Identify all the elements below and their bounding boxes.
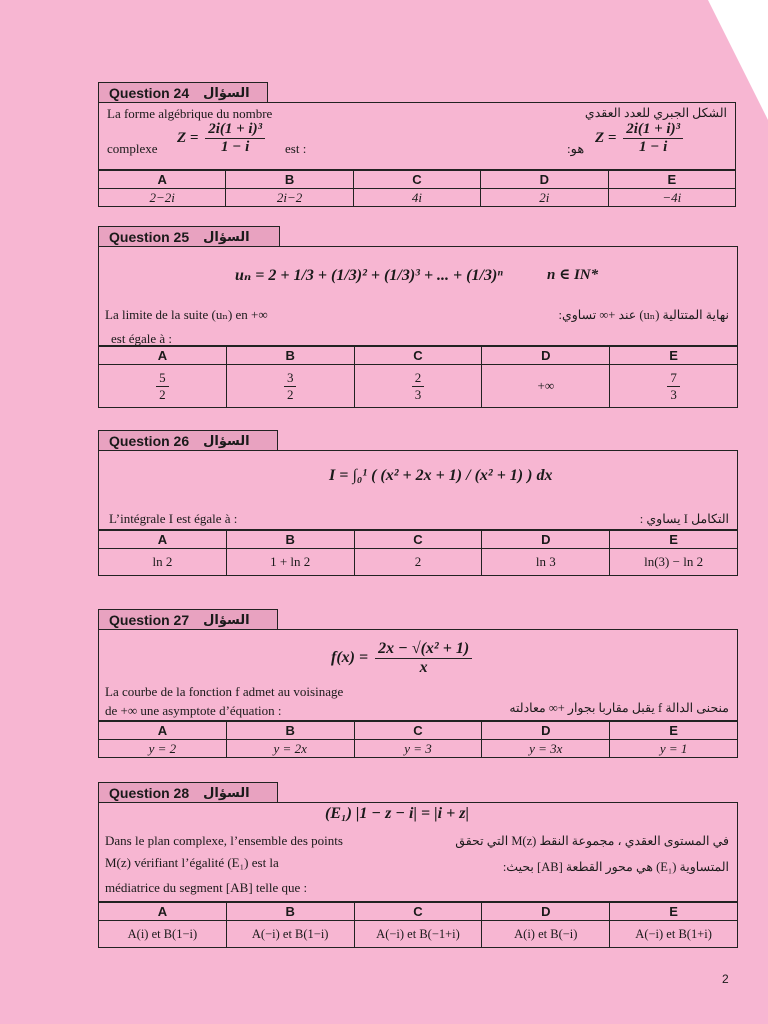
- q26-text-ar: التكامل I يساوي :: [639, 512, 729, 526]
- q25-answer-table: [98, 346, 738, 408]
- q28-header-c: C: [354, 903, 482, 921]
- q28-answer-b[interactable]: A(−i) et B(1−i): [226, 921, 354, 948]
- q25-text-fr-1: La limite de la suite (uₙ) en +∞: [105, 307, 268, 322]
- question-label: Question 27: [109, 611, 190, 628]
- q24-answer-e[interactable]: −4i: [608, 189, 735, 207]
- q28-answer-a[interactable]: A(i) et B(1−i): [99, 921, 227, 948]
- q26-text-fr: L’intégrale I est égale à :: [109, 511, 238, 526]
- q26-answer-e[interactable]: ln(3) − ln 2: [610, 549, 738, 576]
- q27-header-c: C: [354, 722, 482, 740]
- question-label-ar: السؤال: [203, 84, 250, 100]
- q24-header-c: C: [353, 171, 480, 189]
- q26-header-b: B: [226, 531, 354, 549]
- question-25-header: [98, 226, 280, 246]
- q27-formula: f(x) = $\frac{\text{2x − √(x² + 1)}}{x}$: [331, 640, 475, 677]
- q24-text-fr-1: La forme algébrique du nombre: [107, 106, 273, 121]
- question-label: Question 26: [109, 432, 190, 449]
- q26-answer-table: [98, 530, 738, 576]
- q24-answer-a[interactable]: 2−2i: [99, 189, 226, 207]
- q28-header-d: D: [482, 903, 610, 921]
- question-26-box: [98, 450, 738, 530]
- q28-text-fr-3: médiatrice du segment [AB] telle que :: [105, 880, 308, 895]
- q26-answer-a[interactable]: ln 2: [99, 549, 227, 576]
- q26-answer-b[interactable]: 1 + ln 2: [226, 549, 354, 576]
- q27-header-a: A: [99, 722, 227, 740]
- q27-header-e: E: [610, 722, 738, 740]
- q27-answer-e[interactable]: y = 1: [610, 740, 738, 758]
- q27-text-fr-2: de +∞ une asymptote d’équation :: [105, 703, 282, 718]
- q24-answer-d[interactable]: 2i: [481, 189, 608, 207]
- q24-text-ar-2: :هو: [567, 141, 585, 156]
- q24-text-fr-2: complexe: [107, 141, 158, 156]
- q25-formula-domain: n ∈ IN*: [547, 267, 599, 283]
- q27-text-fr-1: La courbe de la fonction f admet au voisinage: [105, 684, 344, 699]
- q25-header-e: E: [610, 347, 738, 365]
- q26-answer-d[interactable]: ln 3: [482, 549, 610, 576]
- q25-answer-a[interactable]: $\frac{5}{2}$: [99, 365, 227, 408]
- question-label: Question 24: [109, 84, 190, 101]
- q24-header-b: B: [226, 171, 353, 189]
- q26-header-d: D: [482, 531, 610, 549]
- question-27-header: [98, 609, 278, 629]
- q24-header-e: E: [608, 171, 735, 189]
- question-26-header: [98, 430, 278, 450]
- q28-header-b: B: [226, 903, 354, 921]
- q28-answer-d[interactable]: A(i) et B(−i): [482, 921, 610, 948]
- q27-answer-table: [98, 721, 738, 758]
- q25-answer-e[interactable]: $\frac{7}{3}$: [610, 365, 738, 408]
- q28-text-ar-1: في المستوى العقدي ، مجموعة النقط M(z) التي تحقق: [455, 834, 729, 848]
- question-28-header: [98, 782, 278, 802]
- page-number: 2: [722, 972, 729, 986]
- q27-answer-d[interactable]: y = 3x: [482, 740, 610, 758]
- question-27-box: [98, 629, 738, 721]
- q27-answer-c[interactable]: y = 3: [354, 740, 482, 758]
- question-28-box: [98, 802, 738, 902]
- question-25-box: [98, 246, 738, 346]
- q24-text-fr-3: est :: [285, 141, 307, 156]
- q25-text-fr-2: est égale à :: [111, 331, 172, 346]
- q24-answer-c[interactable]: 4i: [353, 189, 480, 207]
- q25-header-a: A: [99, 347, 227, 365]
- q28-text-fr-2: M(z) vérifiant l’égalité (E₁) est la: [105, 855, 279, 870]
- q25-header-c: C: [354, 347, 482, 365]
- q24-formula-right: Z = $\frac{\text{2i(1 + i)³}}{1 - i}$: [595, 121, 686, 156]
- q28-text-fr-1: Dans le plan complexe, l’ensemble des points: [105, 833, 343, 848]
- question-label-ar: السؤال: [203, 432, 250, 448]
- q28-answer-e[interactable]: A(−i) et B(1+i): [610, 921, 738, 948]
- q24-formula-left: Z = $\frac{\text{2i(1 + i)³}}{1 - i}$: [177, 121, 268, 156]
- question-label-ar: السؤال: [203, 228, 250, 244]
- q24-header-d: D: [481, 171, 608, 189]
- q26-answer-c[interactable]: 2: [354, 549, 482, 576]
- q25-answer-d[interactable]: +∞: [482, 365, 610, 408]
- q27-header-d: D: [482, 722, 610, 740]
- q28-answer-table: [98, 902, 738, 948]
- q25-formula: uₙ = 2 + 1/3 + (1/3)² + (1/3)³ + ... + (1/3)ⁿ: [235, 267, 503, 284]
- q25-text-ar-1: نهاية المتتالية (uₙ) عند +∞ تساوي:: [558, 308, 729, 322]
- q27-answer-b[interactable]: y = 2x: [226, 740, 354, 758]
- q28-formula: (E₁) |1 − z − i| = |i + z|: [325, 805, 469, 822]
- question-label: Question 28: [109, 784, 190, 801]
- q28-header-a: A: [99, 903, 227, 921]
- question-24-header: [98, 82, 268, 102]
- q28-header-e: E: [610, 903, 738, 921]
- q24-answer-b[interactable]: 2i−2: [226, 189, 353, 207]
- q25-answer-b[interactable]: $\frac{3}{2}$: [226, 365, 354, 408]
- q26-formula: I = ∫₀¹ ( (x² + 2x + 1) / (x² + 1) ) dx: [329, 467, 553, 484]
- q28-text-ar-2: المتساوية (E₁) هي محور القطعة [AB] بحيث:: [502, 860, 729, 874]
- q25-answer-c[interactable]: $\frac{2}{3}$: [354, 365, 482, 408]
- question-label-ar: السؤال: [203, 784, 250, 800]
- q26-header-e: E: [610, 531, 738, 549]
- q26-header-a: A: [99, 531, 227, 549]
- question-24-box: [98, 102, 736, 170]
- q24-answer-table: [98, 170, 736, 207]
- question-label: Question 25: [109, 228, 190, 245]
- q27-answer-a[interactable]: y = 2: [99, 740, 227, 758]
- q25-header-b: B: [226, 347, 354, 365]
- question-label-ar: السؤال: [203, 611, 250, 627]
- q24-text-ar-1: الشكل الجبري للعدد العقدي: [584, 106, 727, 120]
- q27-header-b: B: [226, 722, 354, 740]
- q26-header-c: C: [354, 531, 482, 549]
- q24-header-a: A: [99, 171, 226, 189]
- q27-text-ar: منحنى الدالة f يقبل مقاربا بجوار +∞ معادلته: [509, 701, 729, 715]
- q28-answer-c[interactable]: A(−i) et B(−1+i): [354, 921, 482, 948]
- q25-header-d: D: [482, 347, 610, 365]
